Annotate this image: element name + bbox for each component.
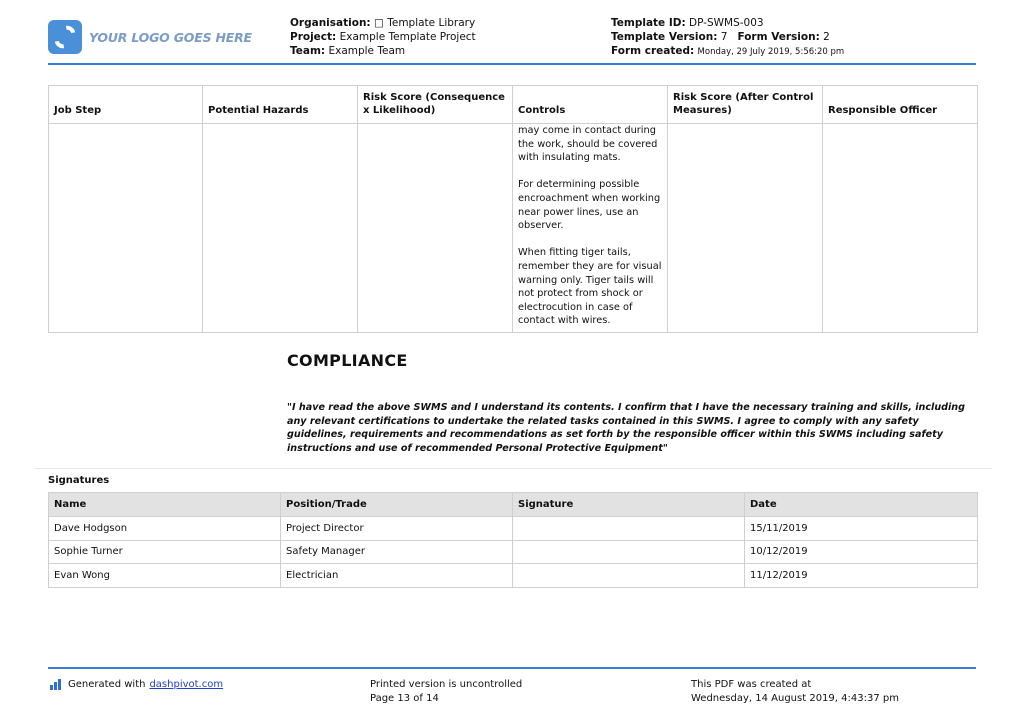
controls-paragraph: For determining possible encroachment when working near power lines, use an observer. <box>518 179 661 232</box>
controls-cell <box>513 124 668 333</box>
job-step-cell <box>49 124 203 333</box>
signer-position: Project Director <box>281 517 513 541</box>
signature-cell[interactable] <box>513 540 745 564</box>
column-header-date: Date <box>745 493 978 517</box>
column-header-controls: Controls <box>513 86 668 124</box>
risk-table-header-row <box>49 86 978 124</box>
header-meta-left <box>290 16 476 58</box>
page-number: Page 13 of 14 <box>370 692 439 704</box>
signer-position: Electrician <box>281 564 513 588</box>
team-value: Example Team <box>328 45 406 57</box>
project-label: Project: <box>290 31 337 43</box>
column-header-potential-hazards: Potential Hazards <box>203 86 358 124</box>
footer-generated <box>50 678 223 692</box>
generated-prefix: Generated with <box>68 679 146 690</box>
table-row <box>49 564 978 588</box>
column-header-name: Name <box>49 493 281 517</box>
risk-score-after-cell <box>668 124 823 333</box>
form-created-value: Monday, 29 July 2019, 5:56:20 pm <box>697 47 845 57</box>
project-value: Example Template Project <box>339 31 476 43</box>
template-version-label: Template Version: <box>611 31 718 43</box>
controls-paragraph: may come in contact during the work, should be covered with insulating mats. <box>518 125 658 164</box>
signatures-table <box>48 492 978 588</box>
table-row <box>49 517 978 541</box>
signer-name: Evan Wong <box>49 564 281 588</box>
risk-score-cell <box>358 124 513 333</box>
footer-divider <box>48 667 976 669</box>
section-divider <box>34 468 992 469</box>
compliance-title: COMPLIANCE <box>287 351 408 370</box>
organisation-label: Organisation: <box>290 17 371 29</box>
header-divider <box>48 63 976 65</box>
column-header-job-step: Job Step <box>49 86 203 124</box>
signatures-title: Signatures <box>48 475 110 486</box>
logo-text: YOUR LOGO GOES HERE <box>89 29 252 45</box>
bar-chart-icon <box>50 679 62 690</box>
controls-paragraph: When fitting tiger tails, remember they are for visual warning only. Tiger tails will not protect from shock or electrocution in case of contact with wires. <box>518 247 662 327</box>
signature-date: 15/11/2019 <box>745 517 978 541</box>
pdf-created-value: Wednesday, 14 August 2019, 4:43:37 pm <box>691 692 899 704</box>
risk-table <box>48 85 978 333</box>
column-header-signature: Signature <box>513 493 745 517</box>
responsible-officer-cell <box>823 124 978 333</box>
column-header-risk-score: Risk Score (Consequence x Likelihood) <box>358 86 513 124</box>
signature-date: 10/12/2019 <box>745 540 978 564</box>
compliance-statement: "I have read the above SWMS and I understand its contents. I confirm that I have the necessary training and skills, including any relevant certifications to undertake the related tasks contained in this SWMS. I agree to comply with any safety guidelines, requirements and recommendations as set forth by the responsible officer within this SWMS including safety instructions and use of recommended Personal Protective Equipment" <box>287 402 965 455</box>
signature-cell[interactable] <box>513 517 745 541</box>
potential-hazards-cell <box>203 124 358 333</box>
signer-name: Sophie Turner <box>49 540 281 564</box>
signature-cell[interactable] <box>513 564 745 588</box>
pdf-created-label: This PDF was created at <box>691 679 812 690</box>
form-created-label: Form created: <box>611 45 695 57</box>
signer-position: Safety Manager <box>281 540 513 564</box>
uncontrolled-notice: Printed version is uncontrolled <box>370 679 523 690</box>
table-row <box>49 124 978 333</box>
header-meta-right <box>611 16 844 59</box>
template-version-value: 7 <box>720 31 728 43</box>
page-header <box>48 14 976 66</box>
signatures-header-row <box>49 493 978 517</box>
organisation-value: □ Template Library <box>373 17 476 29</box>
column-header-position: Position/Trade <box>281 493 513 517</box>
template-id-label: Template ID: <box>611 17 686 29</box>
table-row <box>49 540 978 564</box>
signature-date: 11/12/2019 <box>745 564 978 588</box>
column-header-responsible-officer: Responsible Officer <box>823 86 978 124</box>
footer-created-info <box>691 678 899 705</box>
company-logo <box>48 20 252 54</box>
column-header-risk-score-after: Risk Score (After Control Measures) <box>668 86 823 124</box>
team-label: Team: <box>290 45 326 57</box>
logo-icon <box>48 20 82 54</box>
signer-name: Dave Hodgson <box>49 517 281 541</box>
form-version-value: 2 <box>823 31 830 43</box>
form-version-label: Form Version: <box>737 31 820 43</box>
footer-page-info <box>370 678 522 705</box>
template-id-value: DP-SWMS-003 <box>689 17 764 29</box>
dashpivot-link[interactable]: dashpivot.com <box>149 679 224 690</box>
